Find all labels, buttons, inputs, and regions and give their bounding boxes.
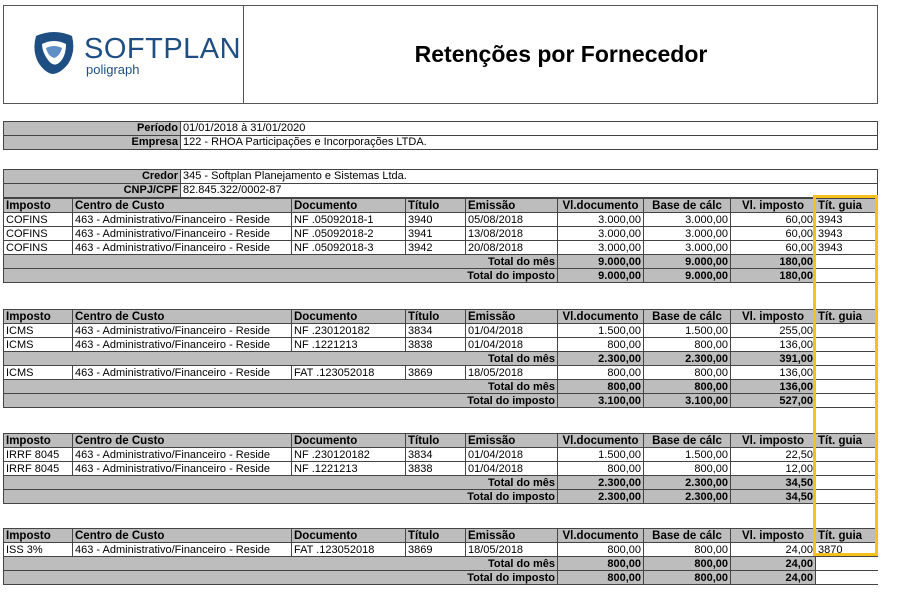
table-cell: 3838 [406, 462, 466, 475]
total-mes-row-value: 2.300,00 [558, 476, 644, 489]
column-header: Imposto [4, 199, 73, 212]
table-cell: NF .1221213 [292, 462, 406, 475]
tit-guia-highlight [813, 195, 878, 556]
table-cell: 3870 [818, 544, 843, 556]
total-mes-row-value: 391,00 [731, 352, 816, 365]
total-mes-row-label: Total do mês [4, 380, 558, 393]
total-mes-row-value: 800,00 [644, 380, 731, 393]
total-imposto-row-label: Total do imposto [4, 490, 558, 503]
table-row [3, 366, 878, 380]
table-cell: 463 - Administrativo/Financeiro - Reside [73, 462, 292, 475]
table-cell: 800,00 [644, 543, 731, 556]
column-header: Centro de Custo [73, 199, 292, 212]
total-imposto-row-value: 2.300,00 [644, 490, 731, 503]
total-imposto-row-value: 527,00 [731, 394, 816, 407]
table-row [3, 241, 878, 255]
table-cell: 3943 [818, 242, 843, 254]
column-header: Documento [292, 310, 406, 323]
total-imposto-row-value: 3.100,00 [558, 394, 644, 407]
table-cell: 3838 [406, 338, 466, 351]
table-cell: 01/04/2018 [466, 462, 558, 475]
column-header: Imposto [4, 434, 73, 447]
total-mes-row-value: 800,00 [644, 557, 731, 570]
total-mes-row-value: 800,00 [558, 557, 644, 570]
cnpj-row [3, 183, 878, 198]
column-header: Documento [292, 199, 406, 212]
cnpj-label: CNPJ/CPF [4, 184, 181, 197]
empresa-row [3, 135, 878, 150]
table-cell: 18/05/2018 [466, 366, 558, 379]
table-cell: 01/04/2018 [466, 448, 558, 461]
table-cell: 3869 [406, 366, 466, 379]
table-header-row [3, 433, 878, 448]
total-imposto-row-value: 9.000,00 [558, 269, 644, 282]
column-header: Emissão [466, 434, 558, 447]
table-cell: 3834 [406, 324, 466, 337]
table-cell: 800,00 [644, 366, 731, 379]
table-cell: 3.000,00 [644, 241, 731, 254]
table-cell: 463 - Administrativo/Financeiro - Reside [73, 241, 292, 254]
table-cell: 18/05/2018 [466, 543, 558, 556]
table-cell: 463 - Administrativo/Financeiro - Reside [73, 338, 292, 351]
table-cell: FAT .123052018 [292, 366, 406, 379]
column-header: Centro de Custo [73, 434, 292, 447]
column-header: Base de cálc [644, 529, 731, 542]
column-header: Título [406, 310, 466, 323]
table-cell: 01/04/2018 [466, 324, 558, 337]
table-row [3, 448, 878, 462]
table-cell: 463 - Administrativo/Financeiro - Reside [73, 543, 292, 556]
total-imposto-row [3, 269, 878, 283]
column-header: Base de cálc [644, 199, 731, 212]
column-header: Base de cálc [644, 434, 731, 447]
table-cell: ICMS [4, 366, 73, 379]
table-cell: NF .05092018-3 [292, 241, 406, 254]
page-title: Retenções por Fornecedor [414, 41, 708, 67]
table-cell: 3943 [818, 214, 843, 226]
table-cell: 3.000,00 [558, 213, 644, 226]
table-cell: 3940 [406, 213, 466, 226]
total-mes-row-value: 800,00 [558, 380, 644, 393]
column-header: Vl. imposto [731, 310, 816, 323]
table-cell: 1.500,00 [558, 448, 644, 461]
credor-value: 345 - Softplan Planejamento e Sistemas Ltda. [183, 170, 407, 182]
total-mes-row [3, 557, 878, 571]
total-mes-row-value: 2.300,00 [644, 352, 731, 365]
table-cell: 800,00 [558, 543, 644, 556]
table-header-row [3, 198, 878, 213]
table-cell: NF .230120182 [292, 324, 406, 337]
table-cell: 800,00 [644, 338, 731, 351]
table-cell: 463 - Administrativo/Financeiro - Reside [73, 448, 292, 461]
table-cell: NF .230120182 [292, 448, 406, 461]
table-cell: NF .1221213 [292, 338, 406, 351]
table-cell: 60,00 [731, 227, 816, 240]
table-cell: 24,00 [731, 543, 816, 556]
column-header: Emissão [466, 310, 558, 323]
column-header: Imposto [4, 310, 73, 323]
table-row [3, 213, 878, 227]
column-header: Vl.documento [558, 310, 644, 323]
total-imposto-row-value: 3.100,00 [644, 394, 731, 407]
periodo-row [3, 121, 878, 136]
total-imposto-row-value: 800,00 [644, 571, 731, 584]
total-imposto-row-value: 24,00 [731, 571, 816, 584]
total-mes-row-blank [816, 557, 879, 570]
column-header: Tít. guia [818, 530, 863, 542]
total-imposto-row-label: Total do imposto [4, 394, 558, 407]
total-imposto-row [3, 490, 878, 504]
table-cell: 13/08/2018 [466, 227, 558, 240]
table-cell: 05/08/2018 [466, 213, 558, 226]
total-mes-row-value: 9.000,00 [558, 255, 644, 268]
table-row [3, 338, 878, 352]
column-header: Título [406, 199, 466, 212]
table-cell: 3.000,00 [644, 227, 731, 240]
total-mes-row-value: 180,00 [731, 255, 816, 268]
column-header: Centro de Custo [73, 310, 292, 323]
column-header: Centro de Custo [73, 529, 292, 542]
column-header: Título [406, 434, 466, 447]
table-cell: IRRF 8045 [4, 462, 73, 475]
table-cell: 463 - Administrativo/Financeiro - Reside [73, 227, 292, 240]
table-cell: 22,50 [731, 448, 816, 461]
table-cell: 3943 [818, 228, 843, 240]
table-cell: 136,00 [731, 366, 816, 379]
empresa-label: Empresa [4, 136, 181, 149]
credor-row [3, 169, 878, 184]
periodo-value: 01/01/2018 à 31/01/2020 [183, 122, 306, 134]
table-cell: FAT .123052018 [292, 543, 406, 556]
empresa-value: 122 - RHOA Participações e Incorporações LTDA. [183, 136, 427, 148]
table-cell: 3942 [406, 241, 466, 254]
column-header: Imposto [4, 529, 73, 542]
total-imposto-row-blank [816, 571, 879, 584]
credor-label: Credor [4, 170, 181, 183]
table-cell: 20/08/2018 [466, 241, 558, 254]
table-cell: 463 - Administrativo/Financeiro - Reside [73, 366, 292, 379]
total-mes-row-label: Total do mês [4, 557, 558, 570]
table-cell: 800,00 [644, 462, 731, 475]
total-imposto-row [3, 394, 878, 408]
column-header: Emissão [466, 529, 558, 542]
periodo-label: Período [4, 122, 181, 135]
total-imposto-row [3, 571, 878, 585]
total-imposto-row-label: Total do imposto [4, 571, 558, 584]
table-cell: 3834 [406, 448, 466, 461]
total-mes-row-value: 24,00 [731, 557, 816, 570]
logo-subtitle: poligraph [86, 62, 140, 77]
table-cell: 1.500,00 [644, 324, 731, 337]
table-cell: 463 - Administrativo/Financeiro - Reside [73, 213, 292, 226]
table-cell: COFINS [4, 241, 73, 254]
table-cell: 01/04/2018 [466, 338, 558, 351]
table-row [3, 324, 878, 338]
table-cell: 1.500,00 [558, 324, 644, 337]
table-row [3, 227, 878, 241]
column-header: Tít. guia [818, 311, 863, 323]
table-cell: COFINS [4, 227, 73, 240]
table-cell: 800,00 [558, 462, 644, 475]
table-cell: IRRF 8045 [4, 448, 73, 461]
table-header-row [3, 309, 878, 324]
table-row [3, 462, 878, 476]
table-cell: 3869 [406, 543, 466, 556]
total-imposto-row-value: 9.000,00 [644, 269, 731, 282]
column-header: Documento [292, 434, 406, 447]
table-cell: 60,00 [731, 213, 816, 226]
total-mes-row-value: 9.000,00 [644, 255, 731, 268]
total-mes-row-label: Total do mês [4, 255, 558, 268]
total-imposto-row-value: 800,00 [558, 571, 644, 584]
cnpj-value: 82.845.322/0002-87 [183, 184, 282, 196]
table-cell: 800,00 [558, 338, 644, 351]
table-cell: 255,00 [731, 324, 816, 337]
table-cell: ICMS [4, 324, 73, 337]
table-cell: COFINS [4, 213, 73, 226]
column-header: Emissão [466, 199, 558, 212]
column-header: Vl.documento [558, 199, 644, 212]
total-mes-row [3, 352, 878, 366]
table-cell: 3941 [406, 227, 466, 240]
table-cell: ISS 3% [4, 543, 73, 556]
table-cell: 1.500,00 [644, 448, 731, 461]
column-header: Tít. guia [818, 200, 863, 212]
total-imposto-row-value: 2.300,00 [558, 490, 644, 503]
total-mes-row [3, 380, 878, 394]
table-cell: NF .05092018-2 [292, 227, 406, 240]
total-imposto-row-value: 34,50 [731, 490, 816, 503]
table-cell: 3.000,00 [558, 227, 644, 240]
column-header: Vl.documento [558, 529, 644, 542]
total-mes-row-label: Total do mês [4, 476, 558, 489]
table-cell: 136,00 [731, 338, 816, 351]
table-row [3, 543, 878, 557]
total-mes-row-value: 2.300,00 [644, 476, 731, 489]
total-mes-row [3, 476, 878, 490]
total-mes-row-value: 136,00 [731, 380, 816, 393]
column-header: Tít. guia [818, 435, 863, 447]
total-mes-row [3, 255, 878, 269]
table-cell: NF .05092018-1 [292, 213, 406, 226]
column-header: Vl. imposto [731, 434, 816, 447]
table-cell: 463 - Administrativo/Financeiro - Reside [73, 324, 292, 337]
total-imposto-row-label: Total do imposto [4, 269, 558, 282]
table-cell: 12,00 [731, 462, 816, 475]
table-cell: 60,00 [731, 241, 816, 254]
table-header-row [3, 528, 878, 543]
table-cell: 3.000,00 [644, 213, 731, 226]
logo-wordmark: SOFTPLAN [84, 33, 242, 65]
total-mes-row-label: Total do mês [4, 352, 558, 365]
total-imposto-row-value: 180,00 [731, 269, 816, 282]
total-mes-row-value: 34,50 [731, 476, 816, 489]
column-header: Documento [292, 529, 406, 542]
column-header: Base de cálc [644, 310, 731, 323]
table-cell: 3.000,00 [558, 241, 644, 254]
softplan-logo-icon [30, 30, 78, 76]
table-cell: ICMS [4, 338, 73, 351]
column-header: Vl. imposto [731, 529, 816, 542]
column-header: Vl. imposto [731, 199, 816, 212]
column-header: Título [406, 529, 466, 542]
table-cell: 800,00 [558, 366, 644, 379]
total-mes-row-value: 2.300,00 [558, 352, 644, 365]
column-header: Vl.documento [558, 434, 644, 447]
